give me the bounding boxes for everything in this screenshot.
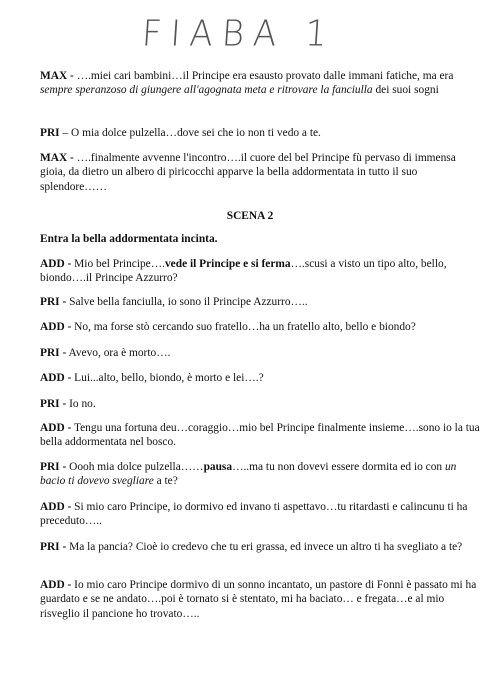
dialogue-text: – O mia dolce pulzella…dove sei che io non ti vedo a te. xyxy=(59,127,321,139)
speaker-label: MAX - xyxy=(40,70,74,82)
speaker-label: ADD - xyxy=(40,422,72,434)
dialogue-pri-5 xyxy=(40,460,480,489)
dialogue-max-1 xyxy=(40,69,480,98)
dialogue-text: …..ma tu non dovevi essere dormita ed io con xyxy=(232,461,445,473)
speaker-label: PRI - xyxy=(40,296,67,308)
dialogue-text: Io no. xyxy=(66,398,96,410)
dialogue-pri-4 xyxy=(40,397,480,411)
dialogue-add-6 xyxy=(40,578,480,621)
speaker-label: ADD - xyxy=(40,501,72,513)
speaker-label: PRI - xyxy=(40,398,67,410)
speaker-label: ADD - xyxy=(40,372,72,384)
dialogue-text: Oooh mia dolce pulzella…… xyxy=(66,461,204,473)
speaker-label: ADD - xyxy=(40,579,72,591)
speaker-label: ADD - xyxy=(40,258,72,270)
dialogue-pri-1 xyxy=(40,126,480,140)
dialogue-add-5 xyxy=(40,500,480,529)
dialogue-text-bold: vede il Principe e si ferma xyxy=(164,258,291,270)
dialogue-text: a te? xyxy=(153,475,178,488)
dialogue-text: Salve bella fanciulla, io sono il Principe Azzurro….. xyxy=(66,296,308,308)
speaker-label: PRI - xyxy=(40,461,67,473)
dialogue-pri-6 xyxy=(40,540,480,554)
dialogue-text: No, ma forse stò cercando suo fratello…ha un fratello alto, bello e biondo? xyxy=(71,321,416,333)
speaker-label: PRI - xyxy=(40,347,67,359)
dialogue-add-2 xyxy=(40,320,480,334)
dialogue-text: Tengu una fortuna deu…coraggio…mio bel Principe finalmente insieme….sono io la tua bella addormentata nel bosco. xyxy=(40,422,480,449)
handwritten-title: FIABA 1 xyxy=(140,13,338,56)
dialogue-text: Avevo, ora è morto…. xyxy=(66,347,171,359)
dialogue-text-italic: sempre speranzoso di giungere all'agognata meta e ritrovare la fanciulla xyxy=(40,84,373,97)
speaker-label: PRI - xyxy=(40,541,67,553)
dialogue-text: ….finalmente avvenne l'incontro….il cuore del bel Principe fù pervaso di immensa gioia, da dietro un albero di piricocchi apparve la bella addormentata in tutto il suo splendore…… xyxy=(40,152,456,193)
dialogue-text: ….scusi a visto un tipo alto, bello, biondo….il Principe Azzurro? xyxy=(40,258,447,285)
dialogue-text-italic: un bacio ti dovevo svegliare xyxy=(40,461,457,488)
dialogue-text: Io mio caro Principe dormivo di un sonno incantato, un pastore di Fonni è passato mi ha guardato e se ne andato….poi è tornato si è stentato, mi ha baciato… e fregata…e al mio risveglio il pancione ho trovato….. xyxy=(40,579,477,620)
dialogue-max-2 xyxy=(40,151,480,194)
dialogue-text: dei suoi sogni xyxy=(372,84,439,97)
dialogue-text: Si mio caro Principe, io dormivo ed invano ti aspettavo…tu ritardasti e calincunu ti ha preceduto….. xyxy=(40,501,468,528)
stage-direction: Entra la bella addormentata incinta. xyxy=(40,233,218,245)
speaker-label: PRI xyxy=(40,127,60,139)
dialogue-text: Lui...alto, bello, biondo, è morto e lei….? xyxy=(71,372,264,384)
dialogue-text: Ma la pancia? Cioè io credevo che tu eri grassa, ed invece un altro ti ha svegliato a te? xyxy=(66,541,463,553)
dialogue-pri-3 xyxy=(40,346,480,360)
speaker-label: ADD - xyxy=(40,321,72,333)
dialogue-text: ….miei cari bambini…il Principe era esausto provato dalle immani fatiche, ma era xyxy=(73,70,454,82)
scene-heading: SCENA 2 xyxy=(226,210,274,222)
dialogue-text-bold: pausa xyxy=(203,461,233,473)
dialogue-pri-2 xyxy=(40,295,480,309)
speaker-label: MAX - xyxy=(40,152,74,164)
dialogue-add-1 xyxy=(40,257,480,286)
dialogue-text: Mio bel Principe…. xyxy=(71,258,165,270)
dialogue-add-3 xyxy=(40,371,480,385)
dialogue-add-4 xyxy=(40,421,480,450)
